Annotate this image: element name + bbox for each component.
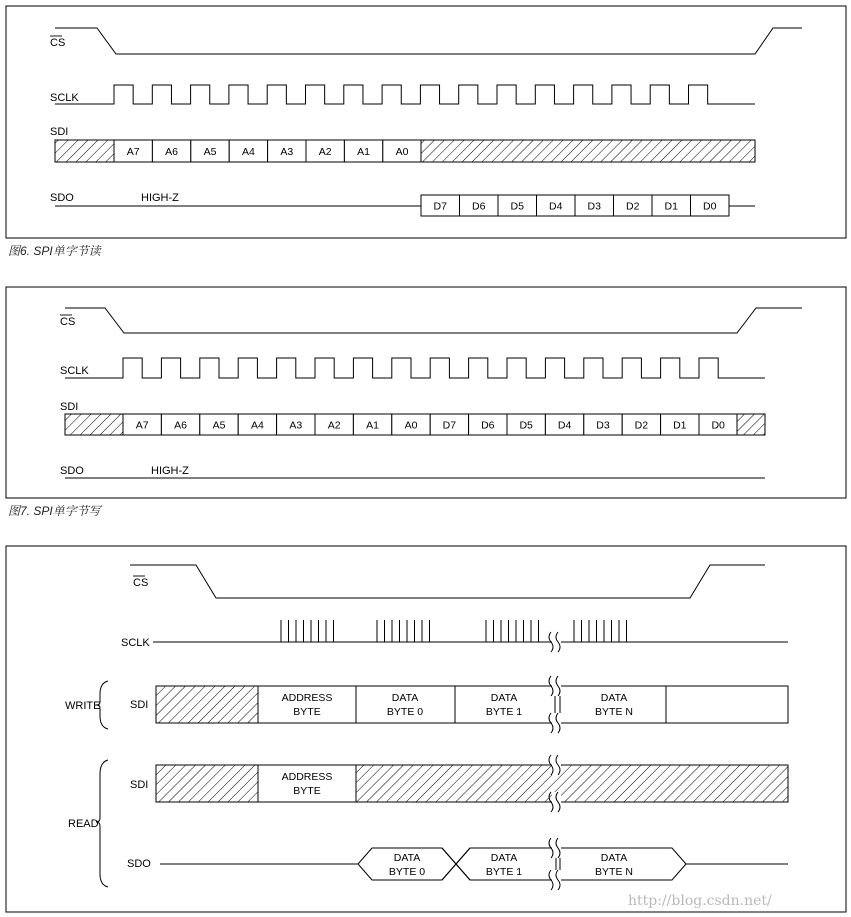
fig6-sdo-label: SDO [50,192,74,204]
fig7-sdi-label: SDI [60,401,79,413]
fig7-sdi-bit-label-d3: D3 [596,419,610,432]
fig8-write-label: WRITE [65,700,101,712]
fig6-sdi-dont-care-lead [55,140,114,162]
fig8-write-data0-l1: DATA [391,692,419,704]
fig7-sdi-bit-label-a2: A2 [327,419,341,432]
fig7-cs-waveform [65,308,802,333]
fig6-sdo-data-bits [421,195,729,216]
fig7-sdo-label: SDO [60,465,84,477]
fig8-write-datan-l1: DATA [600,692,628,704]
fig7-sdi-bit-label-a0: A0 [404,419,418,432]
fig6-sdi-label: SDI [50,126,69,138]
fig8-write-trailing-cell [666,686,788,723]
fig7-sdi-bit-label-d2: D2 [634,419,649,432]
fig6-highz-label: HIGH-Z [141,192,179,204]
fig8-write-data1-l2: BYTE 1 [485,706,523,718]
fig6-cs-label: CS [50,37,66,49]
fig8-sclk-pulses [281,620,627,642]
fig7-highz-label: HIGH-Z [151,465,189,477]
fig7-sdi-bit-label-d5: D5 [519,419,533,432]
fig7-sdi-bit-label-a1: A1 [366,419,380,432]
fig8-read-sdi-label: SDI [130,779,149,791]
fig8-sdo-data0-l1: DATA [393,852,421,864]
fig7-sdi-dont-care-tail [737,414,765,435]
fig8-write-brace [96,681,108,729]
fig6-sdi-bit-label-a5: A5 [203,146,217,158]
fig8-read-dont-care-lead [156,765,258,802]
fig6-sdi-bit-label-a4: A4 [241,146,255,158]
fig6-sdi-bit-label-a3: A3 [280,146,294,158]
fig6-sdo-bit-label-d2: D2 [626,200,640,213]
fig7-sclk-waveform [65,358,765,378]
figure-8-spi-multi-byte [6,546,846,912]
fig7-sdi-bit-label-d4: D4 [557,419,572,432]
fig7-sclk-label: SCLK [60,365,89,377]
fig8-cs-label: CS [133,577,149,589]
figure-7-caption: 图7. SPI单字节写 [8,504,101,518]
fig8-write-data0-l2: BYTE 0 [386,706,424,718]
figure-7-spi-single-byte-write [6,287,846,498]
fig7-sdi-bit-label-a5: A5 [212,419,226,432]
fig6-sdi-bit-label-a7: A7 [126,146,140,158]
fig6-sdo-bit-label-d3: D3 [587,200,601,213]
fig8-sdo-datan-l1: DATA [600,852,628,864]
fig7-sdi-bit-label-d7: D7 [442,419,457,432]
fig6-sdo-bit-label-d6: D6 [472,200,486,213]
fig7-sdi-bit-label-a3: A3 [289,419,303,432]
fig6-cs-waveform [55,28,802,54]
fig8-read-address-l1: ADDRESS [281,771,333,783]
fig8-sclk-label: SCLK [121,637,150,649]
watermark-text: http://blog.csdn.net/ [628,893,772,909]
fig6-sclk-label: SCLK [50,92,79,104]
figure-6-caption: 图6. SPI单字节读 [8,244,101,258]
fig6-sdo-bit-label-d7: D7 [433,200,447,213]
fig7-sdi-bit-label-d6: D6 [481,419,495,432]
fig6-sdo-bit-label-d1: D1 [664,200,678,213]
fig8-read-label: READ [68,818,99,830]
fig7-sdi-bit-label-a4: A4 [250,419,264,432]
fig8-write-dont-care [156,686,258,723]
fig8-write-sdi-label: SDI [130,699,149,711]
fig7-sdi-bit-label-a6: A6 [174,419,188,432]
fig6-sdi-dont-care-tail [421,140,755,162]
fig6-sdo-bit-label-d5: D5 [510,200,524,213]
fig6-sdo-bit-label-d4: D4 [549,200,563,213]
fig8-write-address-l2: BYTE [293,706,321,718]
fig7-sdi-bit-label-d1: D1 [673,419,687,432]
fig8-cs-waveform [130,565,765,598]
fig6-sdi-bit-label-a1: A1 [357,146,371,158]
fig6-sdi-address-bits [114,140,421,162]
fig8-read-address-l2: BYTE [293,785,321,797]
fig7-sdi-bit-label-a7: A7 [135,419,149,432]
fig8-sdo-label: SDO [127,858,151,870]
fig8-sdo-data0-l2: BYTE 0 [388,866,426,878]
fig6-sdi-bit-label-a0: A0 [395,146,409,158]
fig8-write-address-l1: ADDRESS [281,692,333,704]
fig8-sdo-data1-l2: BYTE 1 [485,866,523,878]
fig8-write-datan-l2: BYTE N [595,706,633,718]
break-mark [549,632,561,652]
figure-6-spi-single-byte-read [6,6,846,238]
fig8-write-data1-l1: DATA [490,692,518,704]
fig8-read-dont-care-tail [356,765,788,802]
fig6-sclk-waveform [55,85,755,104]
fig7-sdi-dont-care-lead [65,414,123,435]
fig7-cs-label: CS [60,316,76,328]
fig6-sdo-bit-label-d0: D0 [703,200,717,213]
fig8-sdo-data1-l1: DATA [490,852,518,864]
fig7-sdi-bits [123,414,737,435]
fig6-sdi-bit-label-a2: A2 [318,146,332,158]
fig7-sdi-bit-label-d0: D0 [711,419,725,432]
figure-7-frame [6,287,846,498]
fig6-sdi-bit-label-a6: A6 [165,146,179,158]
fig8-sdo-datan-l2: BYTE N [595,866,633,878]
